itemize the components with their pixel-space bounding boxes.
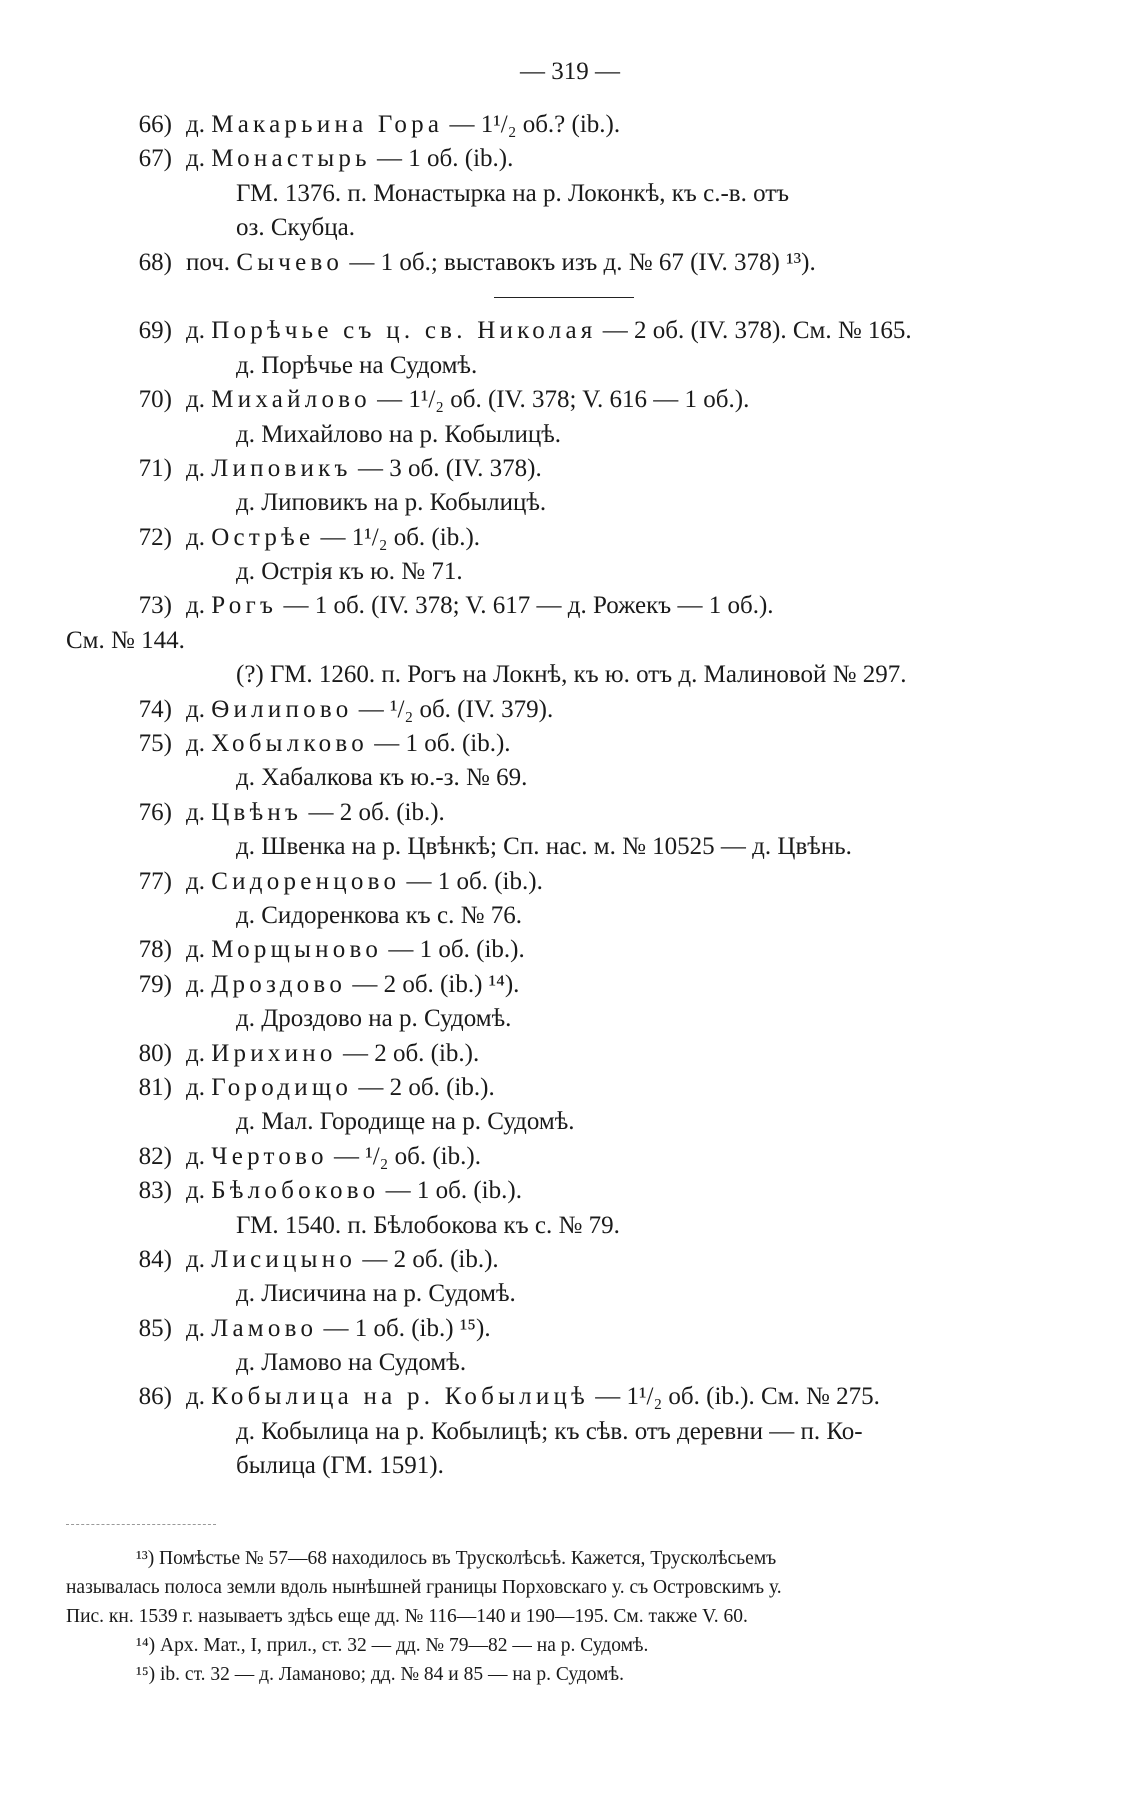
list-item <box>0 418 1140 452</box>
place-name: Городищо <box>211 1073 353 1101</box>
entry-flush-line: См. № 144. <box>66 626 185 654</box>
list-item <box>0 761 1140 795</box>
entry-text: д. Монастырь — 1 об. (ib.). <box>186 145 514 173</box>
place-name: Чертово <box>211 1142 328 1170</box>
footnote-line <box>0 1573 1140 1602</box>
list-item <box>0 1209 1140 1243</box>
entry-number: 81) <box>138 1073 172 1101</box>
entry-text: д. Ирихино — 2 об. (ib.). <box>186 1039 480 1067</box>
footnote-text: называлась полоса земли вдоль нынѣшней границы Порховскаго у. съ Островскимъ у. <box>66 1577 782 1598</box>
list-item <box>0 693 1140 727</box>
entry-continuation: д. Кобылица на р. Кобылицѣ; къ сѣв. отъ деревни — п. Ко- <box>236 1417 863 1445</box>
list-item <box>0 899 1140 933</box>
entry-text: д. Кобылица на р. Кобылицѣ — 1¹/₂ об. (ib.). См. № 275. <box>186 1383 880 1411</box>
footnote-text: Пис. кн. 1539 г. называетъ здѣсь еще дд. № 116—140 и 190—195. См. также V. 60. <box>66 1606 748 1627</box>
place-name: Ламово <box>211 1314 318 1342</box>
list-item <box>0 589 1140 623</box>
entry-text: д. Макарьина Гора — 1¹/₂ об.? (ib.). <box>186 111 621 138</box>
entry-continuation: д. Хабалкова къ ю.-з. № 69. <box>236 764 528 792</box>
entry-continuation: д. Лисичина на р. Судомѣ. <box>236 1280 516 1308</box>
list-item <box>0 486 1140 520</box>
list-item <box>0 1243 1140 1277</box>
entry-text: д. Острѣе — 1¹/₂ об. (ib.). <box>186 523 481 551</box>
entry-number: 74) <box>138 695 172 723</box>
footnote-line <box>0 1660 1140 1689</box>
list-item <box>0 624 1140 658</box>
entry-text: д. Сидоренцово — 1 об. (ib.). <box>186 867 543 895</box>
list-item <box>0 658 1140 692</box>
list-item <box>0 211 1140 245</box>
entry-text: д. Порѣчье съ ц. св. Николая — 2 об. (IV. 378). См. № 165. <box>186 317 912 345</box>
entry-number: 78) <box>138 936 172 964</box>
footnote-text: ¹⁵) ib. ст. 32 — д. Ламаново; дд. № 84 и 85 — на р. Судомѣ. <box>136 1664 624 1685</box>
entry-number: 84) <box>138 1245 172 1273</box>
list-item <box>0 796 1140 830</box>
entry-text: поч. Сычево — 1 об.; выставокъ изъ д. № 67 (IV. 378) ¹³). <box>186 248 816 276</box>
place-name: Ѳилипово <box>211 695 353 723</box>
entry-text: д. Хобылково — 1 об. (ib.). <box>186 730 511 758</box>
entry-continuation: д. Мал. Городище на р. Судомѣ. <box>236 1108 575 1136</box>
place-name: Лисицыно <box>211 1245 357 1273</box>
footnote-line <box>0 1544 1140 1573</box>
list-item <box>0 727 1140 761</box>
list-item <box>0 1002 1140 1036</box>
list-item <box>0 1071 1140 1105</box>
entry-text: д. Липовикъ — 3 об. (IV. 378). <box>186 454 542 482</box>
place-name: Ирихино <box>211 1039 337 1067</box>
footnote-separator <box>66 1524 216 1525</box>
entry-number: 66) <box>138 111 172 138</box>
entry-number: 73) <box>138 592 172 620</box>
entry-text: д. Бѣлобоково — 1 об. (ib.). <box>186 1177 522 1205</box>
entry-number: 77) <box>138 867 172 895</box>
entry-continuation: (?) ГМ. 1260. п. Рогъ на Локнѣ, къ ю. отъ д. Малиновой № 297. <box>236 661 907 689</box>
entry-text: д. Ѳилипово — ¹/₂ об. (IV. 379). <box>186 695 554 723</box>
list-item <box>0 1140 1140 1174</box>
entry-continuation: д. Острія къ ю. № 71. <box>236 558 463 586</box>
entry-continuation: д. Михайлово на р. Кобылицѣ. <box>236 420 562 448</box>
entry-text: д. Морщыново — 1 об. (ib.). <box>186 936 525 964</box>
entry-continuation: д. Ламово на Судомѣ. <box>236 1349 467 1377</box>
footnote-line <box>0 1602 1140 1631</box>
entry-number: 71) <box>138 454 172 482</box>
entry-number: 70) <box>138 386 172 414</box>
section-divider <box>0 280 1140 314</box>
entry-continuation: ГМ. 1376. п. Монастырка на р. Локонкѣ, къ с.-в. отъ <box>236 179 790 207</box>
footnote-text: ¹³) Помѣстье № 57—68 находилось въ Трусколѣсьѣ. Кажется, Трусколѣсьемъ <box>136 1548 777 1569</box>
place-name: Михайлово <box>211 386 371 414</box>
place-name: Хобылково <box>211 730 368 758</box>
list-item <box>0 1037 1140 1071</box>
footnote-text: ¹⁴) Арх. Мат., I, прил., ст. 32 — дд. № 79—82 — на р. Судомѣ. <box>136 1635 649 1656</box>
entry-number: 83) <box>138 1177 172 1205</box>
entry-text: д. Цвѣнъ — 2 об. (ib.). <box>186 798 445 826</box>
list-item <box>0 142 1140 176</box>
entry-continuation: д. Швенка на р. Цвѣнкѣ; Сп. нас. м. № 10525 — д. Цвѣнь. <box>236 833 852 861</box>
list-item <box>0 830 1140 864</box>
entry-continuation: д. Сидоренкова къ с. № 76. <box>236 901 522 929</box>
list-item <box>0 1312 1140 1346</box>
list-item <box>0 555 1140 589</box>
entry-number: 75) <box>138 730 172 758</box>
list-item <box>0 246 1140 280</box>
entry-continuation: былица (ГМ. 1591). <box>236 1452 444 1480</box>
page-number: — 319 — <box>520 58 620 85</box>
entry-continuation: д. Дроздово на р. Судомѣ. <box>236 1005 512 1033</box>
place-name: Дроздово <box>211 970 347 998</box>
list-item <box>0 1174 1140 1208</box>
entry-number: 68) <box>138 248 172 276</box>
list-item <box>0 1277 1140 1311</box>
list-item <box>0 968 1140 1002</box>
entry-continuation: д. Порѣчье на Судомѣ. <box>236 351 478 379</box>
list-item <box>0 1380 1140 1414</box>
list-item <box>0 1105 1140 1139</box>
place-name: Сидоренцово <box>211 867 401 895</box>
place-name: Острѣе <box>211 523 315 551</box>
place-name: Монастырь <box>211 145 371 173</box>
place-name: Порѣчье съ ц. св. Николая <box>211 317 597 345</box>
entry-text: д. Дроздово — 2 об. (ib.) ¹⁴). <box>186 970 520 998</box>
place-name: Цвѣнъ <box>211 798 303 826</box>
place-name: Рогъ <box>211 592 278 620</box>
footnotes <box>0 1544 1140 1689</box>
entry-continuation: д. Липовикъ на р. Кобылицѣ. <box>236 489 547 517</box>
list-item <box>0 349 1140 383</box>
list-item <box>0 108 1140 142</box>
place-name: Морщыново <box>211 936 383 964</box>
entry-text: д. Ламово — 1 об. (ib.) ¹⁵). <box>186 1314 491 1342</box>
list-item <box>0 933 1140 967</box>
list-item <box>0 521 1140 555</box>
divider-rule <box>494 297 634 298</box>
list-item <box>0 383 1140 417</box>
entry-text: д. Рогъ — 1 об. (IV. 378; V. 617 — д. Рожекъ — 1 об.). <box>186 592 774 620</box>
entry-number: 82) <box>138 1142 172 1170</box>
entry-number: 85) <box>138 1314 172 1342</box>
entry-number: 79) <box>138 970 172 998</box>
entry-continuation: оз. Скубца. <box>236 214 355 242</box>
entry-number: 76) <box>138 798 172 826</box>
entry-text: д. Михайлово — 1¹/₂ об. (IV. 378; V. 616 — 1 об.). <box>186 386 750 414</box>
entry-list <box>0 108 1140 1484</box>
entry-number: 86) <box>138 1383 172 1411</box>
place-name: Кобылица на р. Кобылицѣ <box>211 1383 589 1411</box>
list-item <box>0 1449 1140 1483</box>
entry-number: 67) <box>138 145 172 173</box>
list-item <box>0 1346 1140 1380</box>
entry-number: 69) <box>138 317 172 345</box>
entry-text: д. Чертово — ¹/₂ об. (ib.). <box>186 1142 481 1170</box>
place-name: Бѣлобоково <box>211 1177 380 1205</box>
footnote-line <box>0 1631 1140 1660</box>
entry-continuation: ГМ. 1540. п. Бѣлобокова къ с. № 79. <box>236 1211 620 1239</box>
entry-number: 80) <box>138 1039 172 1067</box>
place-name: Макарьина Гора <box>211 111 444 138</box>
list-item <box>0 865 1140 899</box>
place-name: Сычево <box>236 248 344 276</box>
entry-text: д. Лисицыно — 2 об. (ib.). <box>186 1245 499 1273</box>
list-item <box>0 177 1140 211</box>
entry-number: 72) <box>138 523 172 551</box>
list-item <box>0 452 1140 486</box>
list-item <box>0 1415 1140 1449</box>
entry-text: д. Городищо — 2 об. (ib.). <box>186 1073 495 1101</box>
place-name: Липовикъ <box>211 454 352 482</box>
list-item <box>0 314 1140 348</box>
